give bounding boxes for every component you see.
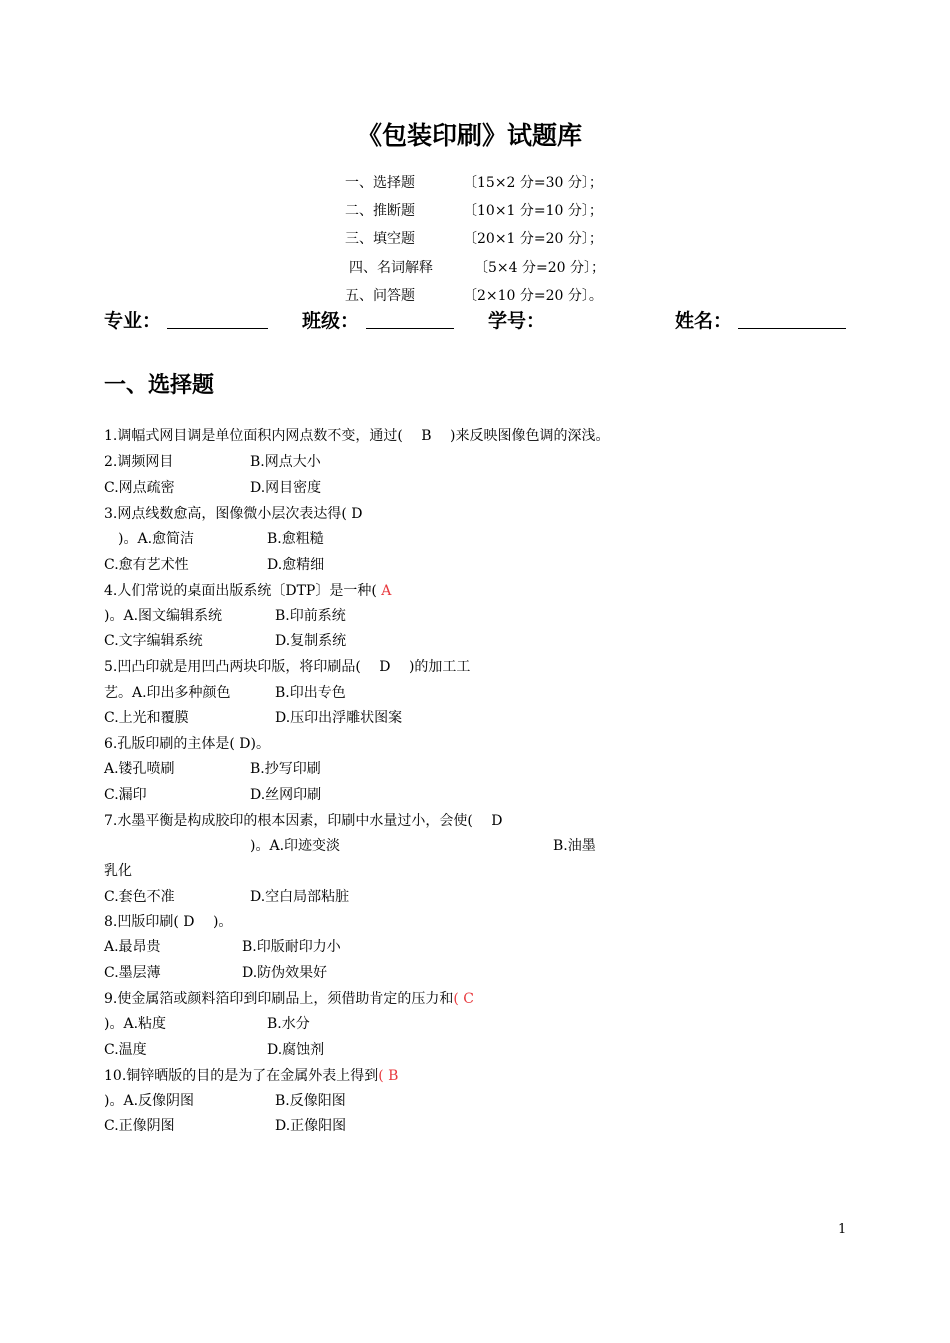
section-score: 〔20×1 分=20 分〕； [463,231,603,247]
option-d: D.丝网印刷 [250,787,322,803]
option-d: D.防伪效果好 [242,965,328,981]
class-field[interactable] [366,310,454,329]
section-name: 二、推断题 [345,203,415,219]
section-name: 一、选择题 [345,175,415,191]
section-name: 四、名词解释 [349,260,433,276]
page-number: 1 [838,1222,847,1237]
section-item [349,257,605,277]
question-text: 9.使金属箔或颜料箔印到印刷品上，须借助肯定的压力和 [104,991,454,1007]
option-d: D.压印出浮雕状图案 [275,710,403,726]
option-b-continued: 乳化 [104,863,132,879]
question-3 [104,580,391,600]
option-c: C.套色不准 [104,889,175,905]
option-b: B.水分 [267,1016,310,1032]
answer-mark: ( C [453,991,474,1007]
option-b: B.愈粗糙 [267,531,324,547]
option-d: D.空白局部粘脏 [250,889,350,905]
option-b: B.反像阳图 [275,1093,346,1109]
option-a: A.镂孔喷刷 [104,761,175,777]
question-9 [104,1065,398,1085]
option-b: B.印前系统 [275,608,346,624]
section-item [345,172,603,192]
option-c: C.愈有艺术性 [104,557,189,573]
question-1: 1.调幅式网目调是单位面积内网点数不变，通过( B )来反映图像色调的深浅。 [104,428,610,444]
major-field[interactable] [167,310,268,329]
option-b: B.印版耐印力小 [242,939,341,955]
option-c: C.温度 [104,1042,147,1058]
id-label: 学号： [488,310,546,332]
name-field[interactable] [738,310,846,329]
answer-mark: A [376,583,392,599]
question-7: 8.凹版印刷( D )。 [104,914,233,930]
option-c: C.网点疏密 [104,480,175,496]
option-a: )。A.愈简洁 [118,531,195,547]
question-6: 7.水墨平衡是构成胶印的根本因素，印刷中水量过小，会使( D [104,813,503,829]
option-a: )。A.图文编辑系统 [104,608,223,624]
section-score: 〔10×1 分=10 分〕； [463,203,603,219]
option-b: B.抄写印刷 [250,761,321,777]
option-d: D.复制系统 [275,633,347,649]
question-text: 10.铜锌晒版的目的是为了在金属外表上得到 [104,1068,379,1084]
option-d: D.愈精细 [267,557,325,573]
option-b: B.网点大小 [250,454,321,470]
answer-mark: ( B [378,1068,399,1084]
page-title: 《包装印刷》试题库 [357,121,583,150]
option-a: )。A.粘度 [104,1016,167,1032]
major-label: 专业： [104,310,162,332]
section-score: 〔15×2 分=30 分〕； [463,175,603,191]
option-a: 艺。A.印出多种颜色 [104,685,231,701]
option-c: C.上光和覆膜 [104,710,189,726]
option-b: B.印出专色 [275,685,346,701]
section-name: 五、问答题 [345,288,415,304]
option-b: B.油墨 [553,838,596,854]
question-text: 4.人们常说的桌面出版系统〔DTP〕是一种( [104,583,377,599]
section-item [345,285,603,305]
option-c: C.墨层薄 [104,965,161,981]
section-heading: 一、选择题 [104,373,215,398]
section-item [345,228,603,248]
option-d: D.腐蚀剂 [267,1042,325,1058]
option-c: C.文字编辑系统 [104,633,203,649]
name-label: 姓名： [675,310,733,332]
question-2: 3.网点线数愈高，图像微小层次表达得( D [104,506,363,522]
section-score: 〔2×10 分=20 分〕。 [463,288,603,304]
option-a: )。A.反像阴图 [104,1093,195,1109]
option-d: D.正像阳图 [275,1118,347,1134]
option-c: C.正像阴图 [104,1118,175,1134]
option-d: D.网目密度 [250,480,322,496]
section-item [345,200,603,220]
option-c: C.漏印 [104,787,147,803]
question-4: 5.凹凸印就是用凹凸两块印版，将印刷品( D )的加工工 [104,659,471,675]
option-a: 2.调频网目 [104,454,174,470]
option-a: A.最昂贵 [104,939,161,955]
question-5: 6.孔版印刷的主体是( D)。 [104,736,270,752]
class-label: 班级： [302,310,360,332]
option-a: )。A.印迹变淡 [250,838,341,854]
section-score: 〔5×4 分=20 分〕； [474,260,605,276]
question-8 [104,988,474,1008]
section-name: 三、填空题 [345,231,415,247]
